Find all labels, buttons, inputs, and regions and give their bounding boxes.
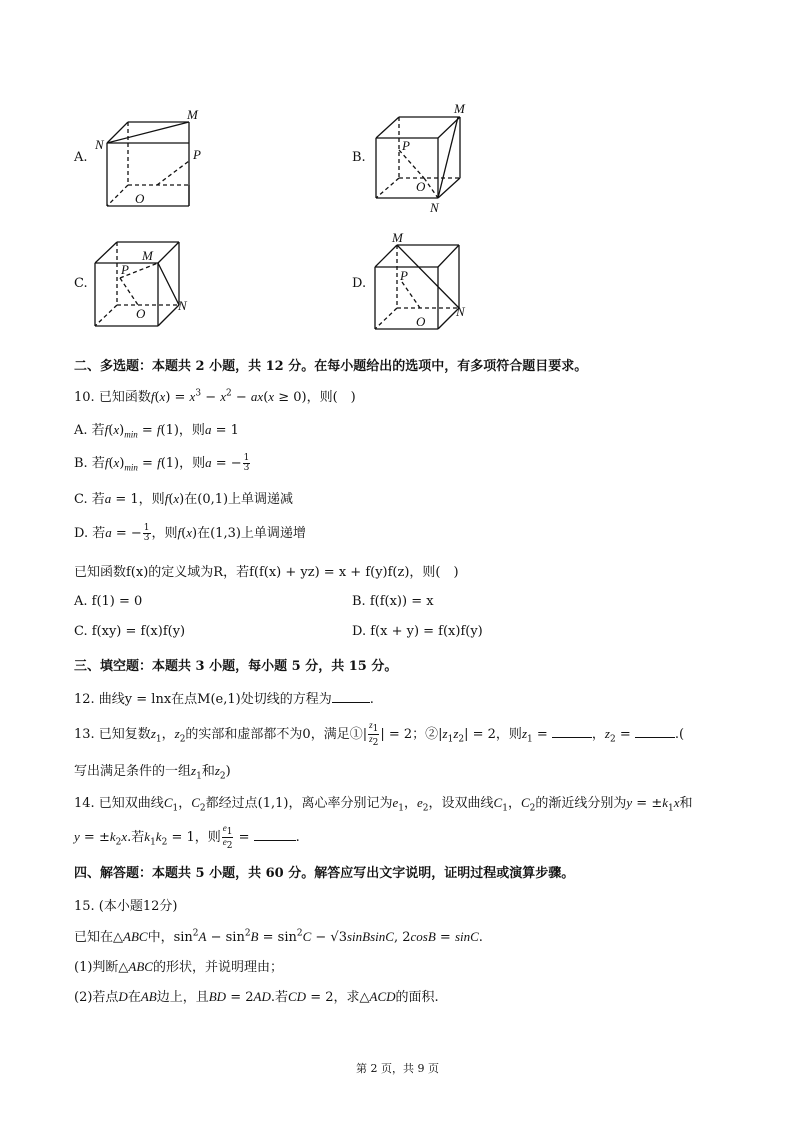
point-n-label: N [430,200,439,215]
point-o-label: O [135,191,145,206]
point-p-label: P [402,138,410,153]
question-10-option-d: D. 若a = − $\frac{1}{3}$ ，则f(x)在(1,3)上单调递增 [74,523,306,543]
cube-figure-a [95,105,215,215]
point-m-label: M [187,107,198,122]
question-14-line-1: 14. 已知双曲线$C_1$，$C_2$都经过点(1,1)，离心率分别记为$e_1$，$e_2$，设双曲线$C_1$，$C_2$的渐近线分别为$y = \pm k_1x$和 [74,795,693,814]
cube-figure-b [368,100,478,215]
question-13-line-2: 写出满足条件的一组$z_1$和$z_2$) [74,763,231,782]
question-10-option-c: C. 若a = 1，则f(x)在(0,1)上单调递减 [74,491,294,507]
option-label-a: A. [74,150,88,165]
section-heading-multiple-choice: 二、多选题：本题共 2 小题，共 12 分。在每小题给出的选项中，有多项符合题目要求。 [74,359,588,374]
question-11-option-c: C. f(xy) = f(x)f(y) [74,624,186,639]
point-p-label: P [193,147,201,162]
section-heading-fill-blank: 三、填空题：本题共 3 小题，每小题 5 分，共 15 分。 [74,659,398,674]
page-footer: 第 2 页，共 9 页 [356,1062,439,1075]
point-n-label: N [95,137,104,152]
point-o-label: O [416,179,426,194]
question-11-option-d: D. f(x + y) = f(x)f(y) [352,624,483,639]
section-heading-solutions: 四、解答题：本题共 5 小题，共 60 分。解答应写出文字说明，证明过程或演算步骤。 [74,866,575,881]
question-14-line-2: $y = \pm k_2x$.若$k_1k_2 = 1$，则 $\frac{e_1}{e_2}$ = . [74,823,300,851]
question-11-option-b: B. f(f(x)) = x [352,594,434,609]
point-m-label: M [142,248,153,263]
question-15-part-2: (2)若点D在AB边上，且BD = 2AD.若CD = 2，求△ACD的面积. [74,989,439,1005]
point-m-label: M [392,230,403,245]
cube-figure-d [370,230,480,335]
point-p-label: P [400,268,408,283]
option-label-c: C. [74,276,88,291]
point-o-label: O [136,306,146,321]
cube-figure-c [90,238,200,333]
question-15-header: 15. (本小题12分) [74,899,178,914]
question-10-stem: 10. 已知函数$f(x) = x^3 - x^2 - ax(x \ge 0)$，则( ) [74,388,356,405]
point-m-label: M [454,101,465,116]
question-13-line-1: 13. 已知复数$z_1$，$z_2$的实部和虚部都不为0，满足①| $\frac{z_1}{z_2}$ | = 2；$②|z_1z_2| = 2$，则$z_1$ = ，$z_2$ = .( [74,720,685,748]
point-n-label: N [178,298,187,313]
option-label-d: D. [352,276,367,291]
question-15-part-1: (1)判断△ABC的形状，并说明理由； [74,959,283,975]
point-o-label: O [416,314,426,329]
point-p-label: P [121,262,129,277]
question-12: 12. 曲线y = lnx在点M(e,1)处切线的方程为 . [74,692,374,707]
question-10-option-b: B. 若$f(x)_{min} = f(1)$，则a = − $\frac{1}{3}$ [74,453,250,473]
question-11-option-a: A. f(1) = 0 [74,594,143,609]
point-n-label: N [456,304,465,319]
option-label-b: B. [352,150,366,165]
question-10-option-a: A. 若$f(x)_{min} = f(1)$，则a = 1 [74,422,239,440]
question-15-stem: 已知在△ABC中，$\sin^2A - \sin^2B = \sin^2C$ − √3sinBsinC, 2cosB = sinC. [74,928,483,945]
question-11-stem: 已知函数f(x)的定义域为R，若f(f(x) + yz) = x + f(y)f(z)，则( ) [74,565,459,580]
